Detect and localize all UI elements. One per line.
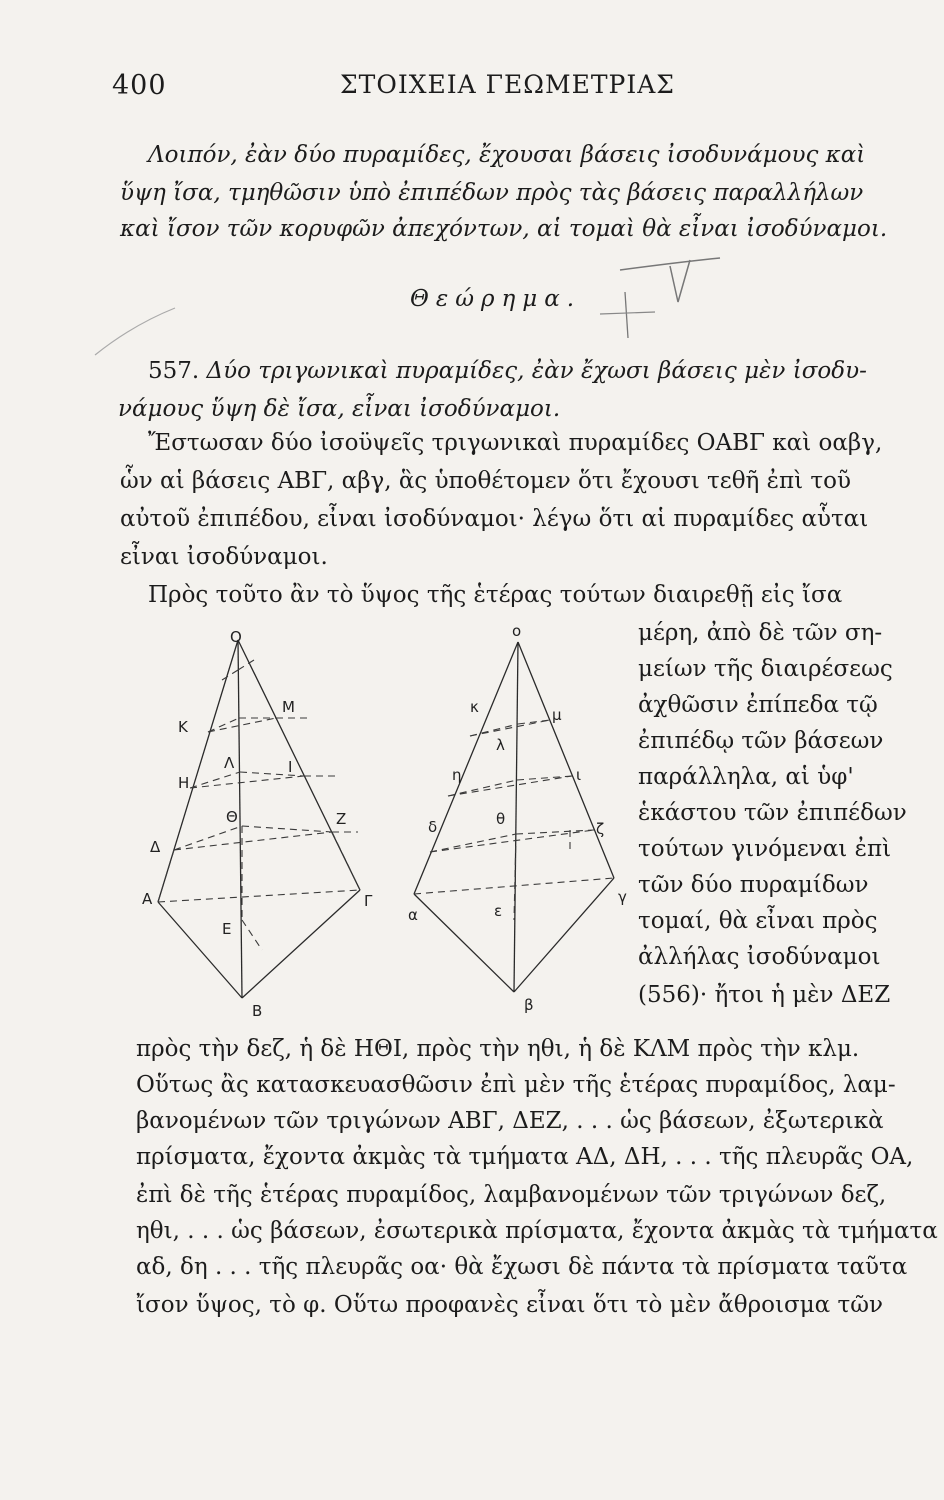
side-text-line: τούτων γινόμεναι ἐπὶ	[638, 836, 892, 862]
body-line: Ἔστωσαν δύο ἰσοϋψεῖς τριγωνικαὶ πυραμίδες ΟΑΒΓ καὶ οαβγ,	[148, 430, 883, 456]
side-text-line: (556)· ἤτοι ἡ μὲν ΔΕΖ	[638, 982, 891, 1008]
figure-label: θ	[496, 810, 506, 828]
body-line: πρὸς τὴν δεζ, ἡ δὲ ΗΘΙ, πρὸς τὴν ηθι, ἡ δὲ ΚΛΜ πρὸς τὴν κλμ.	[136, 1036, 860, 1062]
side-text-line: ἑκάστου τῶν ἐπιπέδων	[638, 800, 907, 826]
figure-label: λ	[496, 736, 505, 754]
figure-label: Δ	[150, 838, 161, 856]
pyramids-figure	[130, 620, 630, 1020]
side-text-line: μέρη, ἀπὸ δὲ τῶν ση-	[638, 620, 883, 646]
body-line: Πρὸς τοῦτο ἂν τὸ ὕψος τῆς ἑτέρας τούτων διαιρεθῇ εἰς ἴσα	[148, 582, 843, 608]
theorem-heading: Θεώρημα.	[410, 286, 582, 312]
figure-label: μ	[552, 706, 562, 724]
intro-line: καὶ ἴσον τῶν κορυφῶν ἀπεχόντων, αἱ τομαὶ θὰ εἶναι ἰσοδύναμοι.	[120, 216, 888, 242]
body-line: ὧν αἱ βάσεις ΑΒΓ, αβγ, ἃς ὑποθέτομεν ὅτι ἔχουσι τεθῆ ἐπὶ τοῦ	[120, 468, 851, 494]
figure-label: κ	[470, 698, 479, 716]
figure-label: ε	[494, 902, 503, 920]
body-line: αὐτοῦ ἐπιπέδου, εἶναι ἰσοδύναμοι· λέγω ὅτι αἱ πυραμίδες αὗται	[120, 506, 869, 532]
figure-label: Β	[252, 1002, 263, 1020]
page-number: 400	[112, 70, 167, 101]
figure-label: Λ	[224, 754, 235, 772]
page-header	[112, 70, 912, 110]
pyramids-diagram	[130, 620, 630, 1020]
theorem-statement-line: νάμους ὕψη δὲ ἴσα, εἶναι ἰσοδύναμοι.	[118, 396, 561, 422]
body-line: Οὕτως ἂς κατασκευασθῶσιν ἐπὶ μὲν τῆς ἑτέρας πυραμίδος, λαμ-	[136, 1072, 896, 1098]
figure-label: α	[408, 906, 418, 924]
body-line: ἴσον ὕψος, τὸ φ. Οὕτω προφανὲς εἶναι ὅτι τὸ μὲν ἄθροισμα τῶν	[136, 1292, 883, 1318]
theorem-statement: Δύο τριγωνικαὶ πυραμίδες, ἐὰν ἔχωσι βάσεις μὲν ἰσοδυ-	[206, 358, 867, 384]
body-line: πρίσματα, ἔχοντα ἀκμὰς τὰ τμήματα ΑΔ, ΔΗ, . . . τῆς πλευρᾶς ΟΑ,	[136, 1144, 914, 1170]
figure-label: γ	[618, 888, 627, 906]
figure-label: δ	[428, 818, 438, 836]
figure-label: Θ	[226, 808, 238, 826]
pencil-annotation-mark	[560, 252, 740, 342]
body-line: ἐπὶ δὲ τῆς ἑτέρας πυραμίδος, λαμβανομένων τῶν τριγώνων δεζ,	[136, 1182, 887, 1208]
figure-label: Ζ	[336, 810, 347, 828]
figure-label: Ε	[222, 920, 232, 938]
body-line: ηθι, . . . ὡς βάσεων, ἐσωτερικὰ πρίσματα, ἔχοντα ἀκμὰς τὰ τμήματα	[136, 1218, 938, 1244]
side-text-line: ἀχθῶσιν ἐπίπεδα τῷ	[638, 692, 878, 718]
side-text-line: μείων τῆς διαιρέσεως	[638, 656, 893, 682]
intro-line: ὕψη ἴσα, τμηθῶσιν ὑπὸ ἐπιπέδων πρὸς τὰς βάσεις παραλλήλων	[120, 180, 864, 206]
running-title: ΣΤΟΙΧΕΙΑ ΓΕΩΜΕΤΡΙΑΣ	[340, 70, 675, 99]
theorem-line-1	[148, 356, 867, 386]
figure-label: β	[524, 996, 534, 1014]
figure-label: η	[452, 766, 462, 784]
figure-label: Ο	[230, 628, 242, 646]
figure-label: Γ	[364, 892, 373, 910]
side-text-line: τομαί, θὰ εἶναι πρὸς	[638, 908, 878, 934]
figure-label: Ι	[288, 758, 293, 776]
figure-label: Η	[178, 774, 190, 792]
side-text-line: ἀλλήλας ἰσοδύναμοι	[638, 944, 881, 970]
figure-label: ο	[512, 622, 522, 640]
pencil-stroke-mark	[90, 300, 180, 360]
figure-label: ζ	[596, 820, 605, 838]
side-text-line: τῶν δύο πυραμίδων	[638, 872, 869, 898]
body-line: βανομένων τῶν τριγώνων ΑΒΓ, ΔΕΖ, . . . ὡς βάσεων, ἐξωτερικὰ	[136, 1108, 884, 1134]
figure-label: Μ	[282, 698, 295, 716]
theorem-number: 557.	[148, 358, 200, 384]
figure-label: Κ	[178, 718, 188, 736]
side-text-line: παράλληλα, αἱ ὑφ'	[638, 764, 854, 790]
intro-line: Λοιπόν, ἐὰν δύο πυραμίδες, ἔχουσαι βάσεις ἰσοδυνάμους καὶ	[148, 142, 866, 168]
figure-label: ι	[576, 766, 582, 784]
body-line: εἶναι ἰσοδύναμοι.	[120, 544, 328, 570]
side-text-line: ἐπιπέδῳ τῶν βάσεων	[638, 728, 884, 754]
figure-label: Α	[142, 890, 153, 908]
body-line: αδ, δη . . . τῆς πλευρᾶς οα· θὰ ἔχωσι δὲ πάντα τὰ πρίσματα ταῦτα	[136, 1254, 908, 1280]
